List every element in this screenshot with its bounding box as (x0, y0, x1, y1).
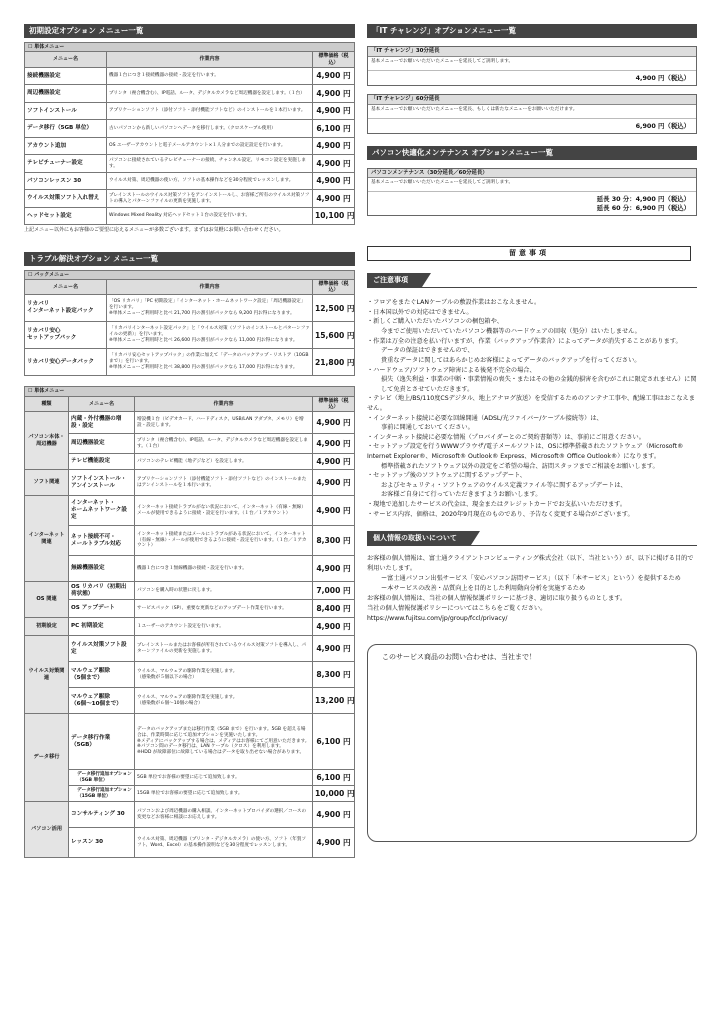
menu-desc: インターネット接続またはメールにトラブルがある状況において、インターネット（有線・無線）・メールが使用できるように接続・設定を行います。（１台／１アカウント） (135, 526, 313, 556)
pack-header-name: メニュー名 (25, 279, 107, 295)
table-row (25, 172, 355, 190)
menu-name: テレビチューナー設定 (25, 155, 107, 173)
privacy-text (367, 554, 697, 623)
table-row (25, 618, 355, 636)
table-row (25, 120, 355, 138)
menu-name: テレビ機能設定 (69, 454, 135, 470)
menu-price: 4,900 円 (312, 155, 354, 173)
menu-price: 4,900 円 (313, 470, 355, 496)
category-cell: データ移行 (25, 714, 69, 802)
initial-header-name: メニュー名 (25, 52, 107, 68)
menu-price: 4,900 円 (313, 618, 355, 636)
table-row (25, 802, 355, 828)
caution-item: 事前に開通しておいてください。 (381, 424, 474, 432)
menu-name: ヘッドセット設定 (25, 207, 107, 225)
menu-desc: プリンタ（複合機含む）、IP電話、ルータ、デジタルカメラなど周辺機器を設定します。（１台） (107, 85, 313, 103)
caution-item: 標準搭載されたソフトウェア以外の設定をご希望の場合、訪問スタッフまでご相談をお願いします。 (381, 462, 659, 470)
table-row (25, 155, 355, 173)
caution-tag-line (367, 273, 697, 288)
menu-name: ウイルス対策ソフト入れ替え (25, 190, 107, 208)
caution-item: ・フロアをまたぐLANケーブルの敷設作業はおこなえません。 (367, 299, 541, 307)
caution-list (367, 298, 697, 519)
menu-desc: アプリケーションソフト（添付ソフト・添付機能ソフトなど）のインストールを１本行います。 (107, 102, 313, 120)
menu-desc: パソコンを購入時の状態に戻します。 (135, 582, 313, 600)
menu-desc: 15GB 単位でお客様の要望に応じて追加致します。 (135, 786, 313, 802)
privacy-tag-line (367, 531, 697, 546)
single-header-price: 標準価格（税込） (313, 396, 355, 412)
menu-desc: パソコンのテレビ機能（地デジなど）を設定します。 (135, 454, 313, 470)
caution-item: およびセキュリティ・ソフトウェアのウイルス定義ファイル等に関するアップデートは、 (381, 481, 627, 489)
maintenance-section-title: パソコン快適化メンテナンス オプションメニュー一覧 (367, 146, 697, 160)
maintenance-box-title: パソコンメンテナンス（30分延長／60分延長） (368, 169, 696, 179)
menu-desc: データのバックアップまたは移行作業（5GB まで）を行います。5GB を超える場合は、作業時間に応じて追加オプションを実施いたします。 ※メディアにバックアップする場合は、メディアはお客様にてご用意いただきます。 ※パソコン間のデータ移行は、LAN ケーブル（クロス）を利用します。 ※HDD が故障部位に故障している場合はデータを取り出せない場合があります。 (135, 714, 313, 770)
menu-price: 10,000 円 (313, 786, 355, 802)
menu-name: 接続機器設定 (25, 67, 107, 85)
menu-name: コンサルティング 30 (69, 802, 135, 828)
single-group-label: ☐ 単体メニュー (25, 387, 355, 396)
menu-price: 4,900 円 (313, 802, 355, 828)
pack-name: リカバリ安心データパック (25, 349, 107, 376)
caution-item: ・セットアップ後のソフトウェアに関するアップデート、 (367, 472, 526, 480)
initial-note: 上記メニュー以外にもお客様のご要望に応えるメニューが多数ございます。まずはお気軽にお問い合わせください。 (24, 227, 284, 234)
menu-name: 周辺機器設定 (69, 434, 135, 454)
pack-name: リカバリ インターネット設定パック (25, 295, 107, 322)
privacy-tag: 個人情報の取扱いについて (367, 531, 471, 545)
menu-price: 4,900 円 (312, 137, 354, 155)
pack-group-label: ☐ パックメニュー (25, 270, 355, 279)
table-row (25, 412, 355, 434)
maintenance-price-60: 延長 60 分：6,900 円（税込） (596, 204, 690, 213)
pack-desc: 「リカバリインターネット設定パック」と「ウイルス対策（ソフトのインストールとパターンファイルの更新）」を行います。 ※単体メニューご利用時と比べ 26,600 円の割引がパックなら 11,000 円お得になります。 (107, 322, 313, 349)
menu-desc: 5GB 単位でお客様の要望に応じて追加致します。 (135, 770, 313, 786)
table-row (25, 322, 355, 349)
menu-price: 8,300 円 (313, 526, 355, 556)
maintenance-box-desc: 基本メニューでお願いいただいたメニューを延長してご説明します。 (368, 178, 696, 192)
caution-item: ・テレビ（地上/BS/110度CSデジタル、地上アナログ放送）を受信するためのアンテナ工事や、配線工事はおこなえません。 (367, 395, 695, 412)
privacy-line: ー本サービスの改善・品質向上を目的とした利用動向分析を実施するため (381, 585, 586, 593)
table-row (25, 137, 355, 155)
table-row (25, 636, 355, 662)
it-challenge-box (367, 46, 697, 86)
pack-price: 21,800 円 (312, 349, 354, 376)
single-header-cat: 種類 (25, 396, 69, 412)
single-table (24, 386, 355, 858)
menu-desc: パソコンに接続されているテレビチューナーの接続、チャンネル設定、リモコン設定を実施します。 (107, 155, 313, 173)
pack-name: リカバリ安心 セットアップパック (25, 322, 107, 349)
maintenance-price-30: 延長 30 分：4,900 円（税込） (596, 195, 690, 204)
menu-price: 6,100 円 (313, 714, 355, 770)
category-cell: ウイルス対策関連 (25, 636, 69, 714)
menu-price: 6,100 円 (312, 120, 354, 138)
initial-group-label: ☐ 単体メニュー (25, 43, 355, 52)
menu-name: レッスン 30 (69, 828, 135, 858)
menu-desc: サービスパック（SP）、重要な更新などのアップデート作業を行います。 (135, 600, 313, 618)
menu-name: 内蔵・外付機器の増設・設定 (69, 412, 135, 434)
table-row (25, 207, 355, 225)
initial-table (24, 42, 355, 225)
menu-name: 周辺機器設定 (25, 85, 107, 103)
caution-item: 今までご使用いただいていたパソコン機器等のハードウェアの回収（処分）はいたしません。 (381, 328, 641, 336)
table-row (25, 85, 355, 103)
category-cell: ソフト関連 (25, 470, 69, 496)
menu-desc: プレインストールまたはお客様が所有されているウイルス対策ソフトを導入し、パターンファイルの更新を実施します。 (135, 636, 313, 662)
it-box-title: 「IT チャレンジ」60分延長 (368, 95, 696, 105)
menu-desc: 機器１台につき１接続機器の接続・設定を行います。 (107, 67, 313, 85)
privacy-line: https://www.fujitsu.com/jp/group/fccl/privacy/ (367, 614, 508, 622)
table-row (25, 600, 355, 618)
caution-item: ・作業は万全の注意を払い行いますが、作業（バックアップ作業含）によってデータが消失することがあります。 (367, 337, 682, 345)
menu-desc: アプリケーションソフト（添付機能ソフト・添付ソフトなど）のインストールまたはアンインストールを１本行います。 (135, 470, 313, 496)
menu-name: ネット接続不可・ メールトラブル対応 (69, 526, 135, 556)
caution-tag: ご注意事項 (367, 273, 422, 287)
caution-item: ・セットアップ設定を行うWWWブラウザ/電子メールソフトは、OSに標準搭載されたソフトウェア（Microsoft® Internet Explorer®、Microsoft® Outlook® Express、Microsoft® Office Outlook®）になります。 (367, 443, 684, 460)
menu-desc: インターネット接続トラブルがない状況において、インターネット（有線・無線）メールが使用できるように接続・設定を行います。（１台／１アカウント） (135, 496, 313, 526)
caution-item: お客様ご自身にて行っていただきますようお願いします。 (381, 491, 542, 499)
table-row (25, 786, 355, 802)
menu-desc: ウイルス対策、周辺機器（プリンタ・デジタルカメラ）の使い方、ソフト（年賀ソフト、Word、Excel）の基本操作説明などを30分程度でレッスンします。 (135, 828, 313, 858)
menu-name: データ移行作業 （5GB） (69, 714, 135, 770)
menu-price: 4,900 円 (312, 190, 354, 208)
it-box-price: 4,900 円（税込） (635, 73, 690, 82)
single-header-desc: 作業内容 (135, 396, 313, 412)
menu-desc: ウイルス、マルウェアの駆除作業を実施します。 （感染数が６個～10個の場合） (135, 688, 313, 714)
menu-price: 4,900 円 (313, 828, 355, 858)
menu-price: 4,900 円 (313, 412, 355, 434)
menu-desc: プレインストールのウイルス対策ソフトをアンインストールし、お客様ご所有のウイルス対策ソフトの導入とパターンファイルの更新を実施します。 (107, 190, 313, 208)
it-box-title: 「IT チャレンジ」30分延長 (368, 47, 696, 57)
maintenance-box (367, 168, 697, 217)
menu-name: PC 初期設定 (69, 618, 135, 636)
privacy-line: 当社の個人情報保護ポリシーについてはこちらをご覧ください。 (367, 604, 547, 612)
menu-desc: Windows Mixed Reality 対応ヘッドセット１台の設定を行います。 (107, 207, 313, 225)
pack-header-price: 標準価格（税込） (312, 279, 354, 295)
pack-price: 15,600 円 (312, 322, 354, 349)
menu-desc: プリンタ（複合機含む）、IP電話、ルータ、デジタルカメラなど周辺機器を設定します。（１台） (135, 434, 313, 454)
caution-item: 貴重なデータに関してはあらかじめお客様によってデータのバックアップを行ってください。 (381, 356, 641, 364)
menu-name: データ移行（5GB 単位） (25, 120, 107, 138)
category-cell: OS 関連 (25, 582, 69, 618)
menu-name: ソフトインストール・ アンインストール (69, 470, 135, 496)
category-cell: インターネット関連 (25, 496, 69, 582)
menu-name: ソフトインストール (25, 102, 107, 120)
table-row (25, 295, 355, 322)
table-row (25, 582, 355, 600)
category-cell: 初期設定 (25, 618, 69, 636)
table-row (25, 434, 355, 454)
menu-desc: １ユーザーのアカウント設定を行います。 (135, 618, 313, 636)
it-box-price: 6,900 円（税込） (635, 121, 690, 130)
menu-price: 4,900 円 (312, 85, 354, 103)
table-row (25, 714, 355, 770)
table-row (25, 102, 355, 120)
table-row (25, 454, 355, 470)
menu-price: 4,900 円 (313, 556, 355, 582)
menu-name: ウイルス対策ソフト設定 (69, 636, 135, 662)
menu-desc: ウイルス、マルウェアの駆除作業を実施します。 （感染数が５個以下の場合） (135, 662, 313, 688)
menu-price: 13,200 円 (313, 688, 355, 714)
menu-price: 7,000 円 (313, 582, 355, 600)
table-row (25, 470, 355, 496)
it-challenge-section-title: 「IT チャレンジ」オプションメニュー一覧 (367, 24, 697, 38)
trouble-section-title: トラブル解決オプション メニュー一覧 (24, 252, 355, 266)
caution-item: ・新しくご購入いただいたパソコンの梱包箱や、 (367, 318, 503, 326)
table-row (25, 496, 355, 526)
menu-name: データ移行追加オプション （15GB 単位） (69, 786, 135, 802)
menu-desc: ウイルス対策、周辺機器の使い方、ソフトの基本操作などを30分程度でレッスンします。 (107, 172, 313, 190)
table-row (25, 556, 355, 582)
category-cell: パソコン本体・周辺機器 (25, 412, 69, 470)
initial-section-title: 初期設定オプション メニュー一覧 (24, 24, 355, 38)
caution-item: ・ハードウェア/ソフトウェア障害による後発不完全の場合、 (367, 366, 536, 374)
menu-name: インターネット・ ホームネットワーク設定 (69, 496, 135, 526)
menu-price: 8,300 円 (313, 662, 355, 688)
caution-item: ・インターネット接続に必要な回線開通（ADSL/光ファイバー/ケーブル接続等）は、 (367, 414, 603, 422)
initial-header-desc: 作業内容 (107, 52, 313, 68)
caution-item: ・日本国以外での対応はできません。 (367, 308, 473, 316)
menu-price: 4,900 円 (312, 102, 354, 120)
menu-name: マルウェア駆除 （5個まで） (69, 662, 135, 688)
menu-price: 4,900 円 (313, 434, 355, 454)
menu-price: 4,900 円 (312, 67, 354, 85)
pack-header-desc: 作業内容 (107, 279, 313, 295)
menu-desc: 古いパソコンから新しいパソコンへデータを移行します。（クロスケーブル使用） (107, 120, 313, 138)
pack-price: 12,500 円 (312, 295, 354, 322)
it-box-desc: 基本メニューでお願いいただいたメニューを延長、もしくは新たなメニューをお願いいただけます。 (368, 105, 696, 119)
menu-name: 無線機器設定 (69, 556, 135, 582)
pack-desc: 「リカバリ安心セットアップパック」の作業に加えて「データのバックアップ・リストア（10GB まで）」を行います。 ※単体メニューご利用時と比べ 38,800 円の割引がパックなら 17,000 円お得になります。 (107, 349, 313, 376)
table-row (25, 828, 355, 858)
table-row (25, 190, 355, 208)
it-challenge-box (367, 94, 697, 134)
caution-item: ・インターネット接続に必要な情報（プロバイダーとのご契約書類等）は、事前にご用意ください。 (367, 433, 645, 441)
pack-desc: 「OS リカバリ」「PC 初期設定」「インターネット・ホームネットワーク設定」「周辺機器設定」を行います。 ※単体メニューご利用時と比べ 21,700 円の割引がパックなら 9,200 円お得になります。 (107, 295, 313, 322)
menu-name: データ移行追加オプション （5GB 単位） (69, 770, 135, 786)
menu-desc: 増設機１台（ビデオカード、ハードディスク、USB/LAN アダプタ、メモリ）を増設・設定します。 (135, 412, 313, 434)
caution-item: データの保証はできませんので、 (381, 347, 474, 355)
menu-desc: パソコンおよび周辺機器の購入相談、インターネットプロバイダの選択／コースの変更などお客様に相談にお応えします。 (135, 802, 313, 828)
caution-item: ・現地で追加したサービスの代金は、現金またはクレジットカードでお支払いいただけます。 (367, 501, 627, 509)
notice-title: 留意事項 (367, 246, 691, 261)
contact-text: このサービス商品のお問い合わせは、当社まで！ (382, 652, 536, 661)
privacy-line: お客様の個人情報は、富士通クライアントコンピューティング株式会社（以下、当社という）が、以下に掲げる目的で利用いたします。 (367, 555, 694, 573)
initial-header-price: 標準価格（税込） (312, 52, 354, 68)
caution-item: 損失（逸失利益・事業の中断・事業情報の喪失・またはその他の金銭的損害を含むがこれに限定されません）に関して免責とさせていただきます。 (381, 376, 697, 393)
table-row (25, 662, 355, 688)
menu-name: OS アップデート (69, 600, 135, 618)
menu-price: 10,100 円 (312, 207, 354, 225)
right-column (367, 24, 697, 842)
table-row (25, 349, 355, 376)
left-column (24, 24, 355, 858)
menu-price: 4,900 円 (313, 636, 355, 662)
table-row (25, 526, 355, 556)
contact-box (367, 644, 697, 842)
privacy-line: ー富士通パソコン出張サービス「安心パソコン訪問サービス」（以下「本サービス」という）を提供するため (381, 575, 681, 583)
menu-price: 4,900 円 (313, 496, 355, 526)
menu-name: OS リカバリ（初期出荷状態） (69, 582, 135, 600)
it-box-desc: 基本メニューでお願いいただいたメニューを延長してご説明します。 (368, 57, 696, 71)
privacy-line: お客様の個人情報は、当社の個人情報保護ポリシーに基づき、適切に取り扱うものとします。 (367, 594, 627, 602)
menu-price: 4,900 円 (312, 172, 354, 190)
caution-item: ・サービス内容、価格は、2020年9月現在のものであり、予告なく変更する場合がございます。 (367, 510, 634, 518)
menu-name: パソコンレッスン 30 (25, 172, 107, 190)
table-row (25, 67, 355, 85)
menu-price: 4,900 円 (313, 454, 355, 470)
menu-desc: OS ユーザーアカウントと電子メールアカウント×１人分までの設定設定を行います。 (107, 137, 313, 155)
table-row (25, 688, 355, 714)
menu-desc: 機器１台につき１無線機器の接続・設定を行います。 (135, 556, 313, 582)
single-header-name: メニュー名 (69, 396, 135, 412)
table-row (25, 770, 355, 786)
category-cell: パソコン活用 (25, 802, 69, 858)
menu-name: マルウェア駆除 （6個～10個まで） (69, 688, 135, 714)
menu-price: 6,100 円 (313, 770, 355, 786)
menu-price: 8,400 円 (313, 600, 355, 618)
pack-table (24, 270, 355, 377)
menu-name: アカウント追加 (25, 137, 107, 155)
